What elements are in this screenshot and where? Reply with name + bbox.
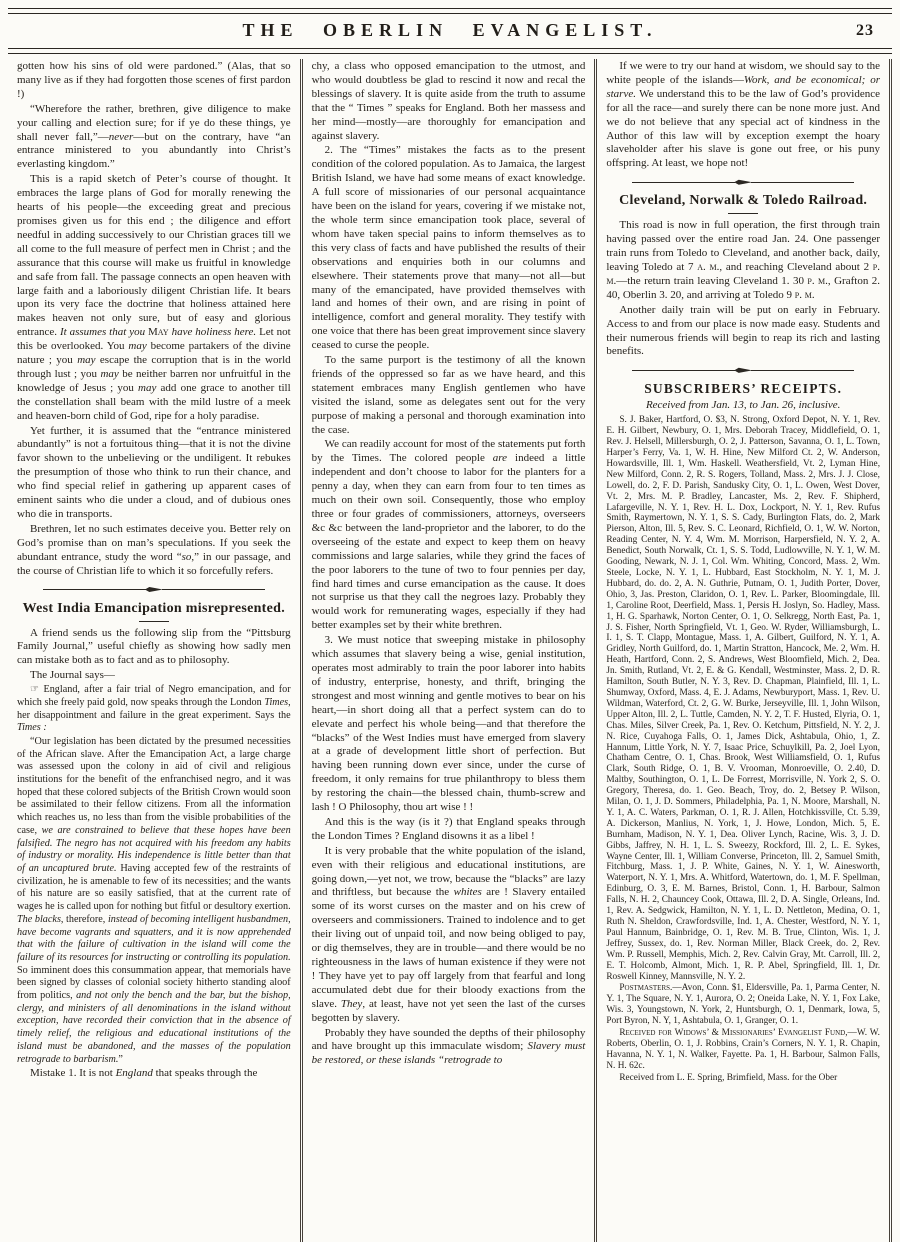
section-divider xyxy=(43,587,265,593)
paragraph: 3. We must notice that sweeping mistake in philosophy which assumes that slavery being a wise, genial institution, operates most admirably to train the poor laborer into habits of industry, enterprise, honesty, and thrift, bringing the strongest and most winning and gentle motives to bear on his heart,—in short doing all that a perfect system can do to elevate and perfect his whole being—and that therefore the “blacks” of the West Indies must have emerged from slavery at a grade of development little short of perfection. But having been running down ever since, under the curse of freedom, it only remains for true philanthropy to bless them by restoring the chain—the blessed chain, thumb-screw and lash ! O Philosophy, thou art wise ! ! xyxy=(311,634,586,814)
paragraph: ☞ England, after a fair trial of Negro emancipation, and for which she freely paid gold, now speaks through the London Times, her disappointment and failure in the great experiment. Says the Times : xyxy=(17,684,291,734)
column-3 xyxy=(594,59,892,1242)
paragraph: This is a rapid sketch of Peter’s course of thought. It embraces the large plans of God for morally renewing the hearts of his people—the exceeding great and precious promises given us for this end ; the diligence and effort needful in adding successively to our Christian graces till we all come to the full measure of perfect men in Christ ; and the assurance that this course will make us fruitful in knowledge and safe from fall. The passage connects an open heaven with large faith and a laboriously diligent Christian life. It bears upon its very face the doctrine that holiness attained here makes heaven not only sure, but of easy and glorious entrance. It assumes that you May have holiness here. Let not this be overlooked. You may become partakers of the divine nature ; you may escape the corruption that is in the world through lust ; you may be neither barren nor unfruitful in the knowledge of Jesus ; you may add one grace to another till the constellation shall beam with the mild lustre of a meek and heaven-born child of God, ripe for a holy paradise. xyxy=(17,173,291,422)
paragraph: Received for Widows’ & Missionaries’ Evangelist Fund,—W. W. Roberts, Oberlin, O. 1, J. Robbins, Crain’s Corners, N. Y. 1, R. Chapin, Havanna, N. Y. 1, N. Walker, Fayette. Pa. 1, H. Barbour, Salmon Falls, N. H. 62c. xyxy=(606,1028,881,1071)
section-heading: SUBSCRIBERS’ RECEIPTS. xyxy=(644,381,843,397)
paragraph: And this is the way (is it ?) that England speaks through the London Times ? England disowns it as a libel ! xyxy=(311,815,586,842)
paragraph: Another daily train will be put on early in February. Access to and from our place is now made easy. Students and their numerous friends will begin to reap its rich and lasting benefits. xyxy=(606,303,881,358)
paragraph: It is very probable that the white population of the island, even with their religious and educational institutions, are going down,—yet not, we trow, because the “blacks” are lazy and thriftless, but because the whites are ! Slavery entailed some of its worst curses on the master and on his crew of overseers and commissioners. Trained to indolence and to get their living out of unpaid toil, and now being obliged to pay, or dig themselves, they are in trouble—and there would be no righteousness in the laws of human existence if they were not ! They have yet to pay off largely from that fearful and long accumulated debt due for their bloody exactions from the slave. They, at least, have not yet seen the last of the curses begotten by slavery. xyxy=(311,844,586,1024)
column-1 xyxy=(8,59,300,1242)
paragraph: Brethren, let no such estimates deceive you. Better rely on God’s promise than on man’s speculations. If you seek the abundant entrance, study the word “so,” in our passage, and the course of Christian life to which it so forcefully refers. xyxy=(17,522,291,577)
heading-rule xyxy=(139,621,169,622)
column-container xyxy=(8,59,892,1242)
paragraph: “Wherefore the rather, brethren, give diligence to make your calling and election sure; for if ye do these things, ye shall never fall,”—never—but on the contrary, have “an entrance ministered to you abundantly into Christ’s everlasting kingdom.” xyxy=(17,102,291,171)
paragraph: “Our legislation has been dictated by the presumed necessities of the African slave. After the Emancipation Act, a large charge was assessed upon the colony in aid of civil and religious institutions for the benefit of the enfranchised negro, and it was hoped that these colored subjects of the British Crown would soon be assimilated to their fellow citizens. From all the information which reaches us, no less than from the visible probabilities of the case, we are constrained to believe that these hopes have been falsified. The negro has not acquired with his freedom any habits of industry or morality. His independence is little better than that of an uncaptured brute. Having accepted few of the restraints of civilization, he is amenable to few of its necessities; and the wants of his nature are so easily satisfied, that at the current rate of wages he is called upon for nothing but fitful or desultory exertion. The blacks, therefore, instead of becoming intelligent husbandmen, have become vagrants and squatters, and it is now apprehended that with the failure of cultivation in the island will come the failure of its resources for instructing or controlling its population. So imminent does this consummation appear, that memorials have been signed by classes of colonial society hitherto standing aloof from politics, and not only the bench and the bar, but the bishop, clergy, and ministers of all denominations in the island without exception, have recorded their conviction that in the absence of timely relief, the religious and educational institutions of the island must be abandoned, and the masses of the population retrograde to barbarism.” xyxy=(17,735,291,1065)
paragraph: This road is now in full operation, the first through train having passed over the entire road Jan. 24. One passenger train runs from Toledo to Cleveland, and another back, daily, leaving Toledo at 7 a. m., and reaching Cleveland about 2 p. m.—the return train leaving Cleveland 1. 30 p. m., Grafton 2. 40, Oberlin 3. 20, and arriving at Toledo 9 p. m. xyxy=(606,219,881,301)
column-2 xyxy=(300,59,595,1242)
paragraph: A friend sends us the following slip from the “Pittsburg Family Journal,” useful chiefly as showing how sadly men can mistake both as to fact and as to philosophy. xyxy=(17,626,291,667)
section-divider xyxy=(632,367,854,373)
paragraph: 2. The “Times” mistakes the facts as to the present condition of the colored population. As to Jamaica, the largest British Island, we have had some means of exact knowledge. A full score of missionaries of our personal acquaintance have been on the island for years, covering if we mistake not, the whole term since emancipation took place, several of whom have taken special pains to inform themselves as to this very class of facts and have published the results of their observations and enquiries both in our columns and elsewhere. Their statements prove that many—not all—but many of the emancipated, have provided themselves with land and homes of their own, and are rising in point of intelligence, comfort and general morality. They testify with one voice that there has been great improvement since slavery ceased to curse the people. xyxy=(311,144,586,352)
section-subheading: Received from Jan. 13, to Jan. 26, inclusive. xyxy=(645,399,841,412)
paragraph: To the same purport is the testimony of all the known friends of the oppressed so far as we have heard, and this statement embraces many English gentlemen who have visited the island, some as delegates sent out for the very purpose of making a personal and thorough examination into the case. xyxy=(311,354,586,436)
paragraph: S. J. Baker, Hartford, O. $3, N. Strong, Oxford Depot, N. Y. 1, Rev. E. H. Gilbert, Newbury, O. 1, Mrs. Deborah Tracey, Middlefield, O. 1, Rev. J. Helsell, Millersburgh, O. 2, J. Patterson, Savanna, O. 1, L. Town, Harper’s Ferry, Va. 1, W. H. Hine, New Milford Ct. 2, W. Anderson, Howardsville, Ill. 1, Wm. Haskell. Weathersfield, Vt. 2, Lyman Hine, New Milford, Conn. 2, R. S. Rogers, Tolland, Mass. 2, Mrs. J. J. Close, Lowell, do. 2, F. D. Parish, Sandusky City, O. 1, L. Owen, West Dover, Vt. 2, Mrs. M. P. Bradley, Lancaster, Ms. 2, Rev. F. Shipherd, Lafargeville, N. Y. 1, Rev. H. L. Dox, Lockport, N. Y. 1, Rev. Rufus Smith, Raymertown, N. Y. 1, S. S. Cady, Burlington Flats, do. 2, Mark Pierson, Alton, Ill. 5, Rev. S. C. Leonard, Richfield, O. 1, W. W. Norton, Reading Center, N. Y. 4, Wm. M. Morrison, Harpersfield, N. Y. 2, A. Benedict, South Norwalk, Ct. 1, S. S. Todd, Ludlowville, N. Y. 1, W. M. Gooding, Newark, N. J. 1, Col. Wm. Whiting, Concord, Mass. 2, Wm. Steele, Locke, N. Y. 1, L. Hubbard, East Stockholm, N. Y. 1, M. J. Hubbard, do. do. 2, A. N. Guthrie, Putnam, O. 1, Judith Porter, Dover, Ohio, 3, Jas. Preston, Claridon, O. 1, Rev. L. Parker, Bloomingdale, Ill. 1, Caroline Root, Deerfield, Mass. 1, Persis H. Joslyn, So. Hadley, Mass. 1, H. G. Sparhawk, Norton Center, O. 1, O. Selkregg, North East, Pa. 1, J. S. Fisher, North Springfield, Vt. 1, Geo. W. Ryder, Williamsburgh, L. I. 1, S. T. Clapp, Montague, Mass. 1, A. Gilbert, Guilford, N. Y. 1, A. Gridley, North Guilford, do. 1, Martin Stratton, Hancock, Me. 2, Wm. H. Heath, Hartford, Conn. 2, S. Andrews, West Bloomfield, Mich. 2, Dea. Jn. Smith, Rutland, Vt. 2, E. & G. Kendall, Westminster, Mass. 2, D. R. Hamilton, South Butler, N. Y. 3, Rev. D. Chapman, Plainfield, Ill. 1, L. Shumway, Oxford, Mass. 4, E. J. Adams, Newburyport, Mass. 1, Rev. U. Wildman, Waterford, Ct. 2, G. W. Burke, Jerseyville, Ill. 1, John Wilson, Upper Alton, Ill. 2, L. Tuttle, Camden, N. Y. 2, T. F. Husted, Elyria, O. 1, Chas. Miles, Silver Creek, Pa. 1, Rev. O. Ketchum, Pittsfield, N. Y. 2, J. N. Rice, Cuyahoga Falls, O. 1, James Dick, Ashtabula, Ohio, 1, Z. Hannum, Little York, N. Y. 7, Isaac Price, Schuylkill, Pa. 2, Joel Lyon, Chatham Centre, O. 1, Chas. Brook, West Williamsfield, O. 1, Rufus Clark, South Ridge, O. 1, B. V. Vrooman, Monroeville, O. 2.40, D. Maltby, Southington, O. 1, L. De Forrest, Morrisville, N. York 2, S. O. Gregory, Theresa, do. 1. Geo. Beach, Troy, do. 2, Betsey P. Wilson, Milan, O. 1, J. D. Sommers, Philadelphia, Pa. 1, N. Moore, Marshall, N. Y. 1, A. C. Waters, Parkman, O. 1, R. J. Allen, Hotchkissville, Ct. 5.39, A. Dickerson, Manlius, N. York, 1, J. Howe, London, Mich. 5, E. Burnham, Madison, N. Y. 1, Dea. Oliver Lynch, Racine, Wis. 3, J. D. Gibbs, Jaffrey, N. H. 1, L. S. Sweezy, Rockford, Ill. 2, L. E. Sykes, Wayne Center, Ill. 1, William Converse, Princeton, Ill. 2, Samuel Smith, Fitchburg, Mass. 1, J. P. White, Gaines, N. Y. 1, W. Ainesworth, Waterport, N. Y. 1, Mrs. A. Whitford, Watertown, do. 1, M. F. Spellman, Edinburg, O. 3, E. M. Barnes, Bristol, Conn. 1, H. Barbour, Salmon Falls, N. H. 2, Chauncey Cook, Ottawa, Ill. 2, D. A. Single, Orleans, Ind. 1, Rev. A. Sedgwick, Hamilton, N. Y. 1, L. D. Nettleton, Medina, O. 1, Ruth N. Sheldon, Crawfordsville, Ind. 1, A. Chester, Westford, N. Y. 1, Paul Hannum, Bainbridge, O. 1, Rev. M. B. True, Clinton, Wis. 1, J. Jeffrey, Sussex, do. 1, Rev. Norman Miller, Black Creek, do. 2, Rev. Wm. P. Russell, Memphis, Mich. 2, Rev. Calvin Gray, Mt. Carroll, Ill. 2, E. T. Holcomb, Almont, Mich. 1, R. P. Abel, Springfield, Ill. 1, Dr. Roswell Kinney, Mannsville, N. Y. 2. xyxy=(606,415,881,982)
paragraph: We can readily account for most of the statements put forth by the Times. The colored people are indeed a little independent and don’t choose to labor for the planters for a penny a day, when they can earn from four to ten times as much on their own soil. Consequently, those who employ three or four grades of commissioners, attorneys, overseers &c &c between the land-proprietor and the laborer, to do the overseeing of the estate and expect to keep them on heavy commissions and large salaries, while they grind the faces of the poor laborers to the tune of two to four pennies per day, find hard times and curse emancipation as the cause. It does not surprise us that they call the negroes lazy. Probably they would work for remunerating wages, especially if they had better examples set by their white brethren. xyxy=(311,438,586,632)
section-divider xyxy=(632,179,854,185)
masthead-row xyxy=(8,14,892,48)
paragraph: Postmasters.—Avon, Conn. $1, Eldersville, Pa. 1, Parma Center, N. Y. 1, The Square, N. Y. 1, Aurora, O. 2; Oneida Lake, N. Y. 1, Fox Lake, Wis. 3, Youngstown, N. York, 2, Huntsburgh, O. 1, Denmark, Iowa, 5, Port Byron, N. Y, 1, Ashtabula, O. 1, Granger, O. 1. xyxy=(606,983,881,1027)
article-heading: West India Emancipation misrepresented. xyxy=(22,600,286,616)
masthead-bottom-rule xyxy=(8,48,892,54)
paragraph: Mistake 1. It is not England that speaks through the xyxy=(30,1067,258,1080)
page-number: 23 xyxy=(856,22,874,39)
paragraph: The Journal says— xyxy=(30,669,115,682)
article-heading: Cleveland, Norwalk & Toledo Railroad. xyxy=(619,193,868,209)
paragraph: If we were to try our hand at wisdom, we should say to the white people of the islands—Work, and be economical; or starve. We understand this to be the law of God’s providence for all the race—and surely there can be none more just. And we do not believe that any special act of kindness in the Author of this law will by exception exempt the hoary slaveholder after his slave is gone out free, or his puny offspring. At least, we hope not! xyxy=(606,60,881,170)
heading-rule xyxy=(728,213,758,214)
paragraph: Yet further, it is assumed that the “entrance ministered abundantly” is not a fortuitous thing—that it is not the divine favor shown to the unbelieving or the undiligent. It rebukes the presumption of those who think to run their chance, and who find special relief in gathering up apparent cases of eminent saints who die under a cloud, and of dubious ones who die in transports. xyxy=(17,424,291,520)
paragraph: chy, a class who opposed emancipation to the utmost, and who would doubtless be glad to rescind it now and recal the blessings of slavery. It is quite aside from the truth to assume that the “ Times ” speaks for England. Both her massess and her mind—mostly—are thoroughly for emancipation and against slavery. xyxy=(311,60,586,142)
paragraph: gotten how his sins of old were pardoned.” (Alas, that so many live as if they had forgotten those scenes of first pardon !) xyxy=(17,60,291,100)
paragraph: Received from L. E. Spring, Brimfield, Mass. for the Ober xyxy=(619,1072,838,1083)
paragraph: Probably they have sounded the depths of their philosophy and have brought up this immaculate wisdom; Slavery must be restored, or these islands “retrograde to xyxy=(311,1026,586,1067)
masthead xyxy=(0,0,900,54)
masthead-title: THE OBERLIN EVANGELIST. xyxy=(242,20,658,40)
